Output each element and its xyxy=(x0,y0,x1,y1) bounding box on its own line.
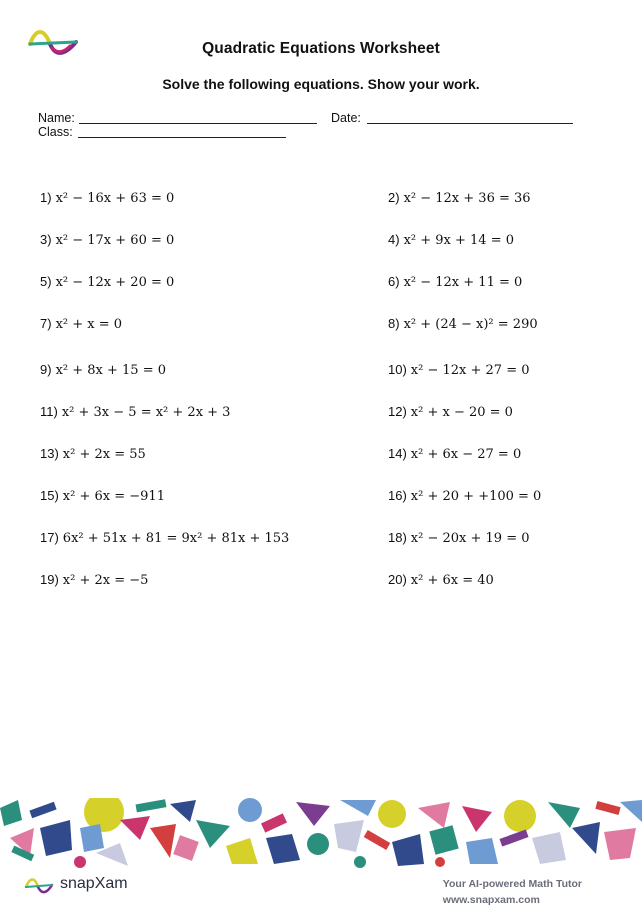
website-link[interactable]: www.snapxam.com xyxy=(442,894,540,906)
problem: 1) x² − 16x + 63 = 0 xyxy=(40,190,175,206)
problem: 18) x² − 20x + 19 = 0 xyxy=(388,530,530,546)
date-line[interactable] xyxy=(367,123,573,124)
problem: 7) x² + x = 0 xyxy=(40,316,123,332)
date-label: Date: xyxy=(331,111,361,125)
tagline-text: Your AI-powered Math Tutor xyxy=(442,878,582,890)
problem: 17) 6x² + 51x + 81 = 9x² + 81x + 153 xyxy=(40,530,290,546)
instructions: Solve the following equations. Show your work. xyxy=(162,76,480,92)
problem: 8) x² + (24 − x)² = 290 xyxy=(388,316,538,332)
problem: 19) x² + 2x = −5 xyxy=(40,572,149,588)
class-label: Class: xyxy=(38,125,73,139)
problem: 20) x² + 6x = 40 xyxy=(388,572,494,588)
worksheet-title: Quadratic Equations Worksheet xyxy=(202,40,440,57)
footer-tagline xyxy=(443,876,582,908)
problem: 10) x² − 12x + 27 = 0 xyxy=(388,362,530,378)
problem: 14) x² + 6x − 27 = 0 xyxy=(388,446,522,462)
problem: 11) x² + 3x − 5 = x² + 2x + 3 xyxy=(40,404,231,420)
problem: 16) x² + 20 + +100 = 0 xyxy=(388,488,542,504)
problem: 15) x² + 6x = −911 xyxy=(40,488,165,504)
problem: 12) x² + x − 20 = 0 xyxy=(388,404,513,420)
name-line[interactable] xyxy=(79,123,317,124)
problem: 3) x² − 17x + 60 = 0 xyxy=(40,232,175,248)
problem: 2) x² − 12x + 36 = 36 xyxy=(388,190,531,206)
class-line[interactable] xyxy=(78,137,286,138)
brand-name: snapXam xyxy=(60,875,128,892)
problem: 5) x² − 12x + 20 = 0 xyxy=(40,274,175,290)
snapxam-logo xyxy=(24,875,54,895)
problem: 13) x² + 2x = 55 xyxy=(40,446,146,462)
name-label: Name: xyxy=(38,111,75,125)
problem: 4) x² + 9x + 14 = 0 xyxy=(388,232,514,248)
decorative-pattern xyxy=(0,798,642,868)
problem: 6) x² − 12x + 11 = 0 xyxy=(388,274,523,290)
problem: 9) x² + 8x + 15 = 0 xyxy=(40,362,166,378)
